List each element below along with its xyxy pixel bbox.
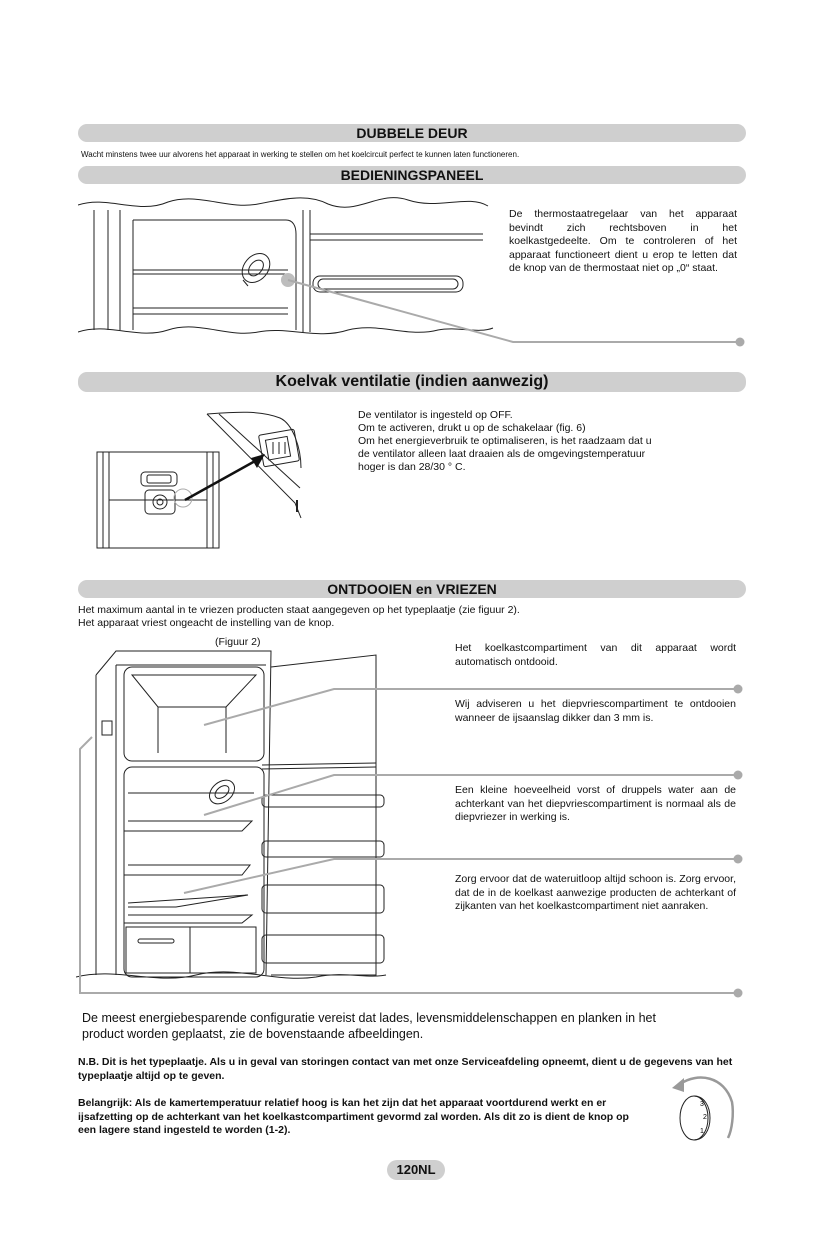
energy-config-text: [82, 1010, 752, 1042]
defrost-intro-2: Het apparaat vriest ongeacht de instelling van de knop.: [78, 617, 335, 629]
defrost-callout-1: Het koelkastcompartiment van dit apparaat wordt automatisch ontdooid.: [455, 642, 736, 668]
section-title-control-panel: BEDIENINGSPANEEL: [78, 166, 746, 184]
page-number: 120NL: [387, 1160, 445, 1180]
section-title-double-door: DUBBELE DEUR: [78, 124, 746, 142]
knob-mark-2: 2: [703, 1114, 707, 1121]
thermostat-knob-illustration: [662, 1074, 744, 1146]
knob-mark-3: 3: [700, 1101, 704, 1108]
ventilation-line: Om te activeren, drukt u op de schakelaar (fig. 6): [358, 422, 586, 434]
defrost-callout-3: Een kleine hoeveelheid vorst of druppels water aan de achterkant van het diepvriescompartiment is normaal als de diepvriezer in werking is.: [455, 784, 736, 823]
energy-config-line: De meest energiebesparende configuratie vereist dat lades, levensmiddelenschappen en planken in het: [82, 1011, 656, 1025]
figure-label: (Figuur 2): [215, 636, 261, 648]
important-note: Belangrijk: Als de kamertemperatuur relatief hoog is kan het zijn dat het apparaat voortdurend werkt en er ijsafzetting op de achterkant van het koelkastcompartiment gevormd zal worden. Als dit zo is dient de knop op een lagere stand ingesteld te worden (1-2).: [78, 1097, 629, 1136]
ventilation-text: [358, 409, 678, 474]
defrost-callout-4: Zorg ervoor dat de wateruitloop altijd schoon is. Zorg ervoor, dat de in de koelkast aanwezige producten de achterkant of zijkanten van het koelkastcompartiment niet aanraken.: [455, 873, 736, 912]
section-title-ventilation: Koelvak ventilatie (indien aanwezig): [78, 372, 746, 392]
knob-mark-1: 1: [700, 1128, 704, 1135]
defrost-callout-2: Wij adviseren u het diepvriescompartiment te ontdooien wanneer de ijsaanslag dikker dan 3 mm is.: [455, 698, 736, 724]
control-panel-text: De thermostaatregelaar van het apparaat bevindt zich rechtsboven in het koelkastgedeelte. Om te controleren of het apparaat functioneert dient u erop te letten dat de knop van de thermostaat niet op „0“ staat.: [509, 208, 737, 274]
ventilation-line: Om het energieverbruik te optimaliseren, is het raadzaam dat u: [358, 435, 652, 447]
double-door-text: Wacht minstens twee uur alvorens het apparaat in werking te stellen om het koelcircuit perfect te kunnen laten functioneren.: [81, 150, 520, 159]
defrost-intro-1: Het maximum aantal in te vriezen producten staat aangegeven op het typeplaatje (zie figuur 2).: [78, 604, 520, 616]
energy-config-line: product worden geplaatst, zie de bovenstaande afbeeldingen.: [82, 1027, 424, 1041]
ventilation-line: hoger is dan 28/30 ° C.: [358, 461, 466, 473]
ventilation-line: de ventilator alleen laat draaien als de omgevingstemperatuur: [358, 448, 646, 460]
section-title-defrost: ONTDOOIEN en VRIEZEN: [78, 580, 746, 598]
fan-switch-illustration: [95, 408, 310, 550]
nb-note: N.B. Dit is het typeplaatje. Als u in geval van storingen contact van met onze Serviceafdeling opneemt, dient u de gegevens van het typeplaatje altijd op te geven.: [78, 1056, 733, 1082]
ventilation-line: De ventilator is ingesteld op OFF.: [358, 409, 513, 421]
